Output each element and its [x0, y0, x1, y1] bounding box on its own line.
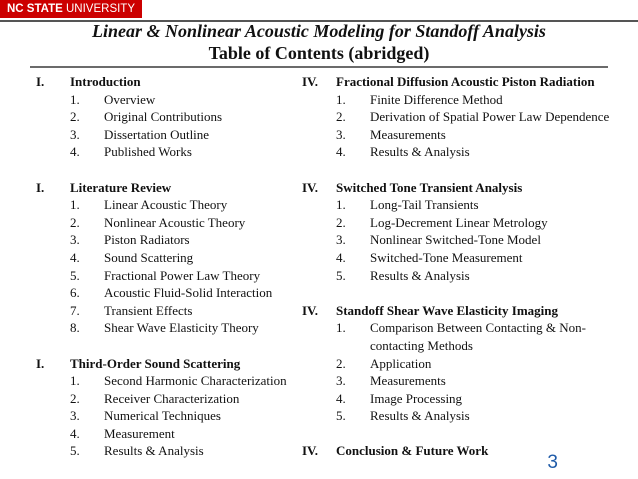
item-number: 4.	[70, 425, 80, 441]
item-text: Measurements	[370, 373, 446, 389]
item-text: Switched-Tone Measurement	[370, 249, 523, 265]
section-gap	[36, 161, 306, 179]
item-number: 4.	[336, 249, 346, 265]
toc-section	[302, 442, 634, 460]
item-number: 5.	[336, 408, 346, 424]
item-text: Results & Analysis	[370, 408, 470, 424]
item-number: 3.	[336, 232, 346, 248]
toc-item	[302, 126, 634, 144]
toc-item	[302, 231, 634, 249]
section-heading	[302, 73, 634, 91]
item-number: 1.	[70, 91, 80, 107]
section-numeral: I.	[36, 179, 45, 195]
item-number: 2.	[336, 214, 346, 230]
item-text: Dissertation Outline	[104, 126, 210, 142]
item-number: 2.	[70, 390, 80, 406]
toc-left-column	[36, 73, 306, 460]
item-number: 1.	[70, 197, 80, 213]
item-number: 8.	[70, 320, 80, 336]
item-text: Acoustic Fluid-Solid Interaction	[104, 285, 273, 301]
toc-item	[36, 108, 306, 126]
toc-item	[302, 214, 634, 232]
item-text: Overview	[104, 91, 156, 107]
toc-item	[302, 143, 634, 161]
page-number: 3	[547, 452, 558, 473]
section-numeral: I.	[36, 74, 45, 89]
item-number: 7.	[70, 302, 80, 318]
toc-item	[302, 249, 634, 267]
item-text: Transient Effects	[104, 302, 193, 318]
section-heading	[302, 179, 634, 197]
section-heading	[36, 179, 306, 197]
section-heading	[36, 73, 306, 91]
section-numeral: IV.	[302, 443, 319, 459]
item-text: Sound Scattering	[104, 249, 194, 265]
item-number: 3.	[336, 373, 346, 389]
toc-item	[36, 284, 306, 302]
item-number: 4.	[336, 390, 346, 406]
section-gap	[302, 161, 634, 179]
logo-strong: NC STATE	[7, 3, 63, 15]
section-heading	[302, 442, 634, 460]
item-text: Piston Radiators	[104, 232, 190, 248]
toc-item	[36, 126, 306, 144]
toc-item	[302, 91, 634, 109]
toc-item	[302, 407, 634, 425]
section-numeral: IV.	[302, 179, 319, 195]
item-text: Published Works	[104, 144, 192, 160]
item-number: 2.	[336, 355, 346, 371]
item-text: Results & Analysis	[104, 443, 204, 459]
item-number: 5.	[70, 443, 80, 459]
section-gap	[36, 337, 306, 355]
toc-section	[36, 355, 306, 461]
slide-subtitle: Table of Contents (abridged)	[208, 43, 430, 63]
section-title: Fractional Diffusion Acoustic Piston Radiation	[336, 74, 595, 89]
university-logo	[0, 0, 142, 18]
toc-right-column	[302, 73, 634, 460]
section-numeral: I.	[36, 355, 45, 371]
item-text: Original Contributions	[104, 109, 223, 125]
item-number: 3.	[336, 126, 346, 142]
toc-item	[36, 372, 306, 390]
toc-item	[302, 390, 634, 408]
toc-item	[36, 196, 306, 214]
toc-item	[36, 390, 306, 408]
toc-section	[302, 302, 634, 425]
toc-item	[36, 91, 306, 109]
section-gap	[302, 425, 634, 443]
item-text: Nonlinear Acoustic Theory	[104, 214, 246, 230]
toc-item	[302, 319, 634, 354]
logo-rest: UNIVERSITY	[62, 3, 136, 15]
toc-section	[36, 179, 306, 337]
toc-item	[302, 355, 634, 373]
item-text: Results & Analysis	[370, 144, 470, 160]
toc-item	[36, 425, 306, 443]
item-number: 1.	[336, 197, 346, 213]
section-title: Conclusion & Future Work	[336, 443, 489, 459]
item-text: Second Harmonic Characterization	[104, 373, 287, 389]
item-text: Fractional Power Law Theory	[104, 267, 261, 283]
item-number: 2.	[70, 214, 80, 230]
item-text: Nonlinear Switched-Tone Model	[370, 232, 541, 248]
section-numeral: IV.	[302, 74, 319, 89]
section-title: Introduction	[70, 74, 141, 89]
item-text: Measurements	[370, 126, 446, 142]
item-number: 1.	[70, 373, 80, 389]
item-text: Image Processing	[370, 390, 463, 406]
item-text: Results & Analysis	[370, 267, 470, 283]
toc-item	[302, 372, 634, 390]
section-numeral: IV.	[302, 302, 319, 318]
toc-section	[302, 73, 634, 161]
item-number: 5.	[336, 267, 346, 283]
section-title: Literature Review	[70, 179, 172, 195]
item-text: Derivation of Spatial Power Law Dependence	[370, 109, 610, 125]
toc-item	[36, 249, 306, 267]
title-divider	[30, 66, 608, 68]
toc-item	[36, 302, 306, 320]
toc-item	[36, 214, 306, 232]
item-text: Receiver Characterization	[104, 390, 240, 406]
section-title: Standoff Shear Wave Elasticity Imaging	[336, 302, 558, 318]
toc-item	[302, 108, 634, 126]
section-title: Switched Tone Transient Analysis	[336, 179, 523, 195]
toc-item	[36, 143, 306, 161]
item-number: 4.	[70, 249, 80, 265]
section-title: Third-Order Sound Scattering	[70, 355, 241, 371]
item-number: 1.	[336, 91, 346, 107]
item-text: Finite Difference Method	[370, 91, 503, 107]
item-number: 5.	[70, 267, 80, 283]
toc-item	[36, 231, 306, 249]
item-text: Linear Acoustic Theory	[104, 197, 228, 213]
item-number: 3.	[70, 408, 80, 424]
toc-item	[36, 407, 306, 425]
item-number: 3.	[70, 232, 80, 248]
item-text: Comparison Between Contacting & Non-contacting Methods	[370, 320, 586, 353]
section-gap	[302, 284, 634, 302]
item-text: Numerical Techniques	[104, 408, 221, 424]
item-text: Measurement	[104, 425, 175, 441]
item-number: 4.	[70, 144, 80, 160]
toc-section	[302, 179, 634, 285]
item-text: Application	[370, 355, 432, 371]
slide-title: Linear & Nonlinear Acoustic Modeling for Standoff Analysis	[92, 21, 546, 41]
item-text: Long-Tail Transients	[370, 197, 479, 213]
section-heading	[302, 302, 634, 320]
toc-item	[36, 442, 306, 460]
item-number: 2.	[70, 109, 80, 125]
item-number: 1.	[336, 320, 346, 336]
toc-item	[36, 319, 306, 337]
item-number: 3.	[70, 126, 80, 142]
toc-item	[302, 267, 634, 285]
toc-section	[36, 73, 306, 161]
section-heading	[36, 355, 306, 373]
toc-item	[36, 267, 306, 285]
toc-item	[302, 196, 634, 214]
item-number: 6.	[70, 285, 80, 301]
item-number: 4.	[336, 144, 346, 160]
item-number: 2.	[336, 109, 346, 125]
item-text: Log-Decrement Linear Metrology	[370, 214, 548, 230]
item-text: Shear Wave Elasticity Theory	[104, 320, 259, 336]
